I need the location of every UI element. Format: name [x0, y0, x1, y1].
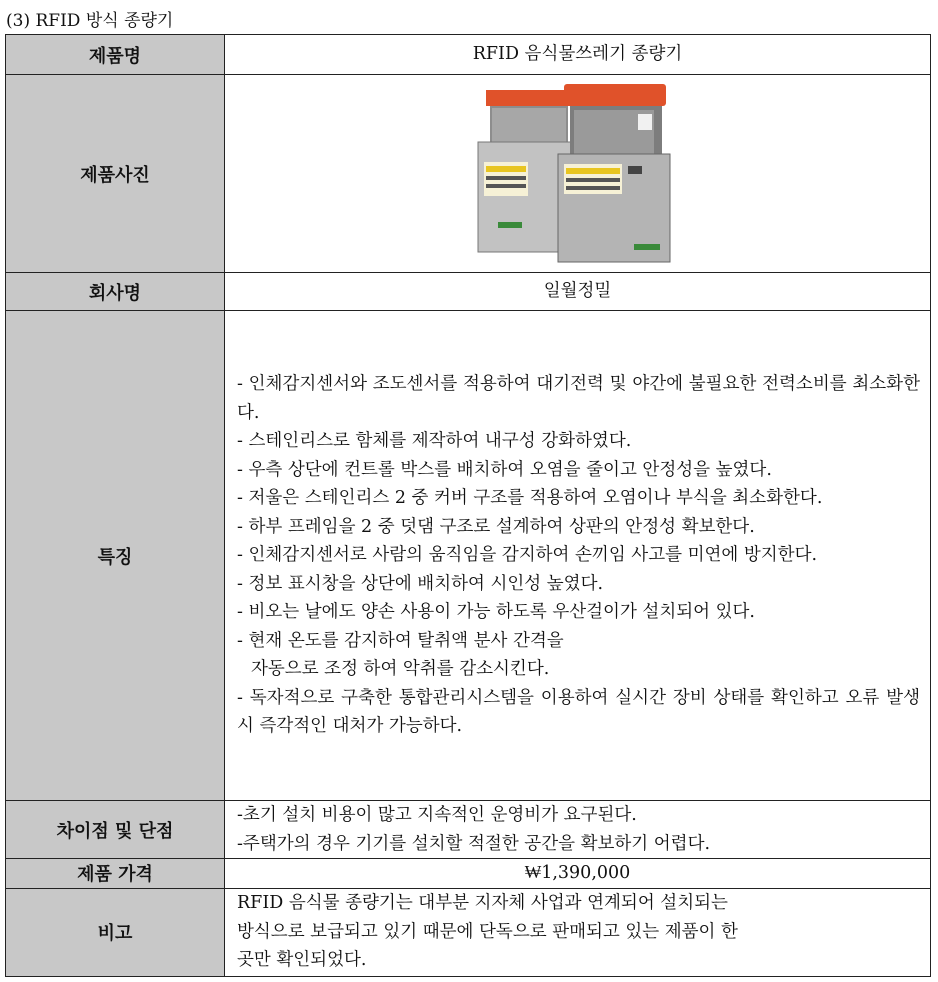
- value-product-name: RFID 음식물쓰레기 종량기: [225, 35, 931, 75]
- section-title: (3) RFID 방식 종량기: [6, 11, 174, 31]
- label-product-name: 제품명: [6, 35, 225, 75]
- product-spec-table: [5, 34, 931, 977]
- drawback-line: -초기 설치 비용이 많고 지속적인 운영비가 요구된다.: [237, 805, 637, 825]
- feature-line: - 저울은 스테인리스 2 중 커버 구조를 적용하여 오염이나 부식을 최소화한다.: [237, 488, 823, 509]
- row-product-name: [6, 35, 931, 75]
- label-price: 제품 가격: [6, 859, 225, 889]
- value-drawbacks: [225, 801, 931, 859]
- label-remarks: 비고: [6, 888, 225, 976]
- feature-line: - 비오는 날에도 양손 사용이 가능 하도록 우산걸이가 설치되어 있다.: [237, 602, 755, 623]
- value-remarks: [225, 888, 931, 976]
- feature-line: - 우측 상단에 컨트롤 박스를 배치하여 오염을 줄이고 안정성을 높였다.: [237, 459, 772, 480]
- feature-line: - 인체감지센서로 사람의 움직임을 감지하여 손끼임 사고를 미연에 방지한다.: [237, 545, 818, 566]
- label-features: 특징: [6, 311, 225, 801]
- value-price: ₩1,390,000: [225, 859, 931, 889]
- feature-line: - 정보 표시창을 상단에 배치하여 시인성 높였다.: [237, 573, 604, 594]
- row-company: [6, 273, 931, 311]
- remark-line: 방식으로 보급되고 있기 때문에 단독으로 판매되고 있는 제품이 한: [237, 921, 738, 942]
- value-photo: [225, 75, 931, 273]
- feature-line: - 스테인리스로 함체를 제작하여 내구성 강화하였다.: [237, 431, 632, 452]
- remark-line: RFID 음식물 종량기는 대부분 지자체 사업과 연계되어 설치되는: [237, 893, 728, 914]
- row-photo: [6, 75, 931, 273]
- row-price: [6, 859, 931, 889]
- row-remarks: [6, 888, 931, 976]
- row-features: [6, 311, 931, 801]
- feature-line: - 인체감지센서와 조도센서를 적용하여 대기전력 및 야간에 불필요한 전력소비를 최소화한다.: [237, 374, 920, 423]
- remark-line: 곳만 확인되었다.: [237, 950, 367, 971]
- label-drawbacks: 차이점 및 단점: [6, 801, 225, 859]
- product-photo: [458, 84, 698, 264]
- value-features: [225, 311, 931, 801]
- feature-line: - 독자적으로 구축한 통합관리시스템을 이용하여 실시간 장비 상태를 확인하고 오류 발생시 즉각적인 대처가 가능하다.: [237, 687, 920, 737]
- feature-line: - 현재 온도를 감지하여 탈취액 분사 간격을: [237, 630, 564, 651]
- row-drawbacks: [6, 801, 931, 859]
- feature-line: 자동으로 조정 하여 악취를 감소시킨다.: [251, 659, 550, 680]
- drawback-line: -주택가의 경우 기기를 설치할 적절한 공간을 확보하기 어렵다.: [237, 833, 711, 854]
- feature-line: - 하부 프레임을 2 중 덧댐 구조로 설계하여 상판의 안정성 확보한다.: [237, 516, 755, 537]
- label-photo: 제품사진: [6, 75, 225, 273]
- label-company: 회사명: [6, 273, 225, 311]
- value-company: 일월정밀: [225, 273, 931, 311]
- front-machine-illustration: [558, 84, 670, 262]
